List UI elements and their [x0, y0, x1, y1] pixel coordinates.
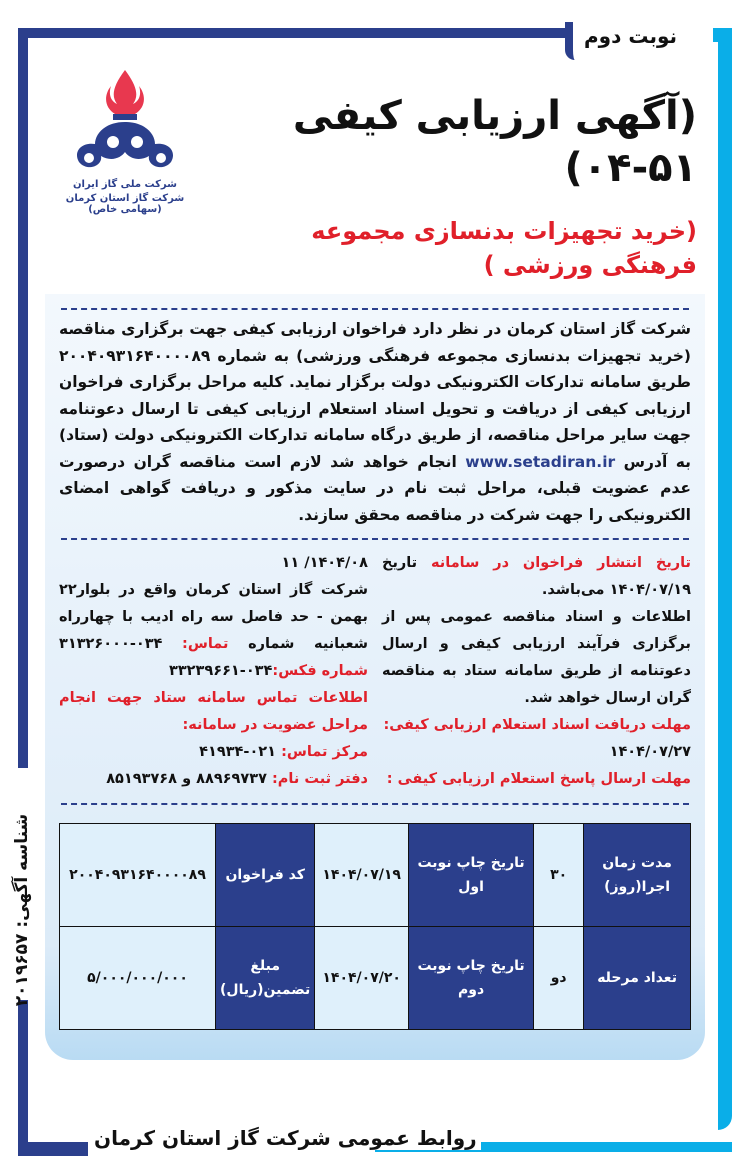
ad-header — [45, 62, 705, 282]
receive-deadline: ۱۴۰۴/۰۷/۲۷ — [609, 744, 691, 760]
call-center: ۰۲۱-۴۱۹۳۴ — [199, 744, 277, 760]
publish-text: تاریخ ۱۴۰۴/۰۷/۱۹ می‌باشد. — [382, 555, 691, 598]
table-label: تعداد مرحله — [584, 927, 691, 1030]
address: شرکت گاز استان کرمان واقع در بلوار۲۲ بهمن - حد فاصل سه راه ادیب با چهارراه شعبانیه شماره — [59, 582, 368, 652]
setad-contact-label: اطلاعات تماس سامانه ستاد جهت انجام مراحل — [59, 690, 368, 733]
setad-link[interactable]: www.setadiran.ir — [465, 452, 616, 471]
footer-area — [0, 1110, 747, 1170]
fax-label: شماره فکس: — [272, 663, 368, 679]
frame-right-bar — [718, 28, 732, 1130]
intro-text: شرکت گاز استان کرمان در نظر دارد فراخوان ارزیابی کیفی جهت برگزاری مناقصه (خرید تجهیزات بدنسازی مجموعه فرهنگی ورزشی) به شماره ۲۰۰۴۰۹۳۱۶۴۰۰۰۰۸۹ طریق سامانه تدارکات الکترونیکی دولت برگزار نماید. کلیه مراحل برگزاری فراخوان ارزیابی کیفی از دریافت و تحویل اسناد استعلام ارزیابی کیفی تا ارسال دعوتنامه جهت سایر مراحل مناقصه، از طریق درگاه سامانه تدارکات الکترونیکی دولت (ستاد) به آدرس — [59, 320, 691, 471]
divider — [61, 308, 689, 310]
table-label: تاریخ چاپ نوبت اول — [409, 824, 534, 927]
divider — [61, 538, 689, 540]
title-block — [205, 62, 705, 282]
registry: ۸۸۹۶۹۷۳۷ و ۸۵۱۹۳۷۶۸ — [106, 771, 267, 787]
ad-subtitle: (خرید تجهیزات بدنسازی مجموعه فرهنگی ورزشی ) — [311, 217, 697, 279]
round-label: نوبت دوم — [584, 24, 678, 48]
intro-paragraph — [59, 316, 691, 528]
table-value: ۲۰۰۴۰۹۳۱۶۴۰۰۰۰۸۹ — [60, 824, 216, 927]
frame-bottom-dark — [18, 1142, 88, 1156]
table-label: مبلغ تضمین(ریال) — [216, 927, 315, 1030]
details-right-column — [382, 550, 691, 793]
table-value: ۳۰ — [534, 824, 584, 927]
divider — [61, 803, 689, 805]
company-logo — [45, 62, 205, 215]
receive-deadline-label: مهلت دریافت اسناد استعلام ارزیابی کیفی: — [383, 717, 691, 733]
ad-body — [45, 0, 705, 1060]
phone: ۰۳۴-۳۱۳۲۶۰۰۰ — [59, 636, 163, 652]
membership-label: عضویت در سامانه: — [182, 717, 317, 733]
registry-label: دفتر ثبت نام: — [272, 771, 368, 787]
table-value: دو — [534, 927, 584, 1030]
contact-label: تماس: — [182, 636, 229, 652]
ad-title: (آگهی ارزیابی کیفی ۵۱-۰۴) — [292, 93, 697, 191]
gas-company-logo-icon — [65, 66, 185, 176]
call-center-label: مرکز تماس: — [281, 744, 368, 760]
publish-label: تاریخ انتشار فراخوان در سامانه — [431, 555, 691, 571]
footer-text: روابط عمومی شرکت گاز استان کرمان — [90, 1126, 481, 1150]
table-label: مدت زمان اجرا(روز) — [584, 824, 691, 927]
table-label: تاریخ چاپ نوبت دوم — [409, 927, 534, 1030]
table-value: ۱۴۰۴/۰۷/۲۰ — [315, 927, 409, 1030]
ad-id-text: شناسه آگهی: ۲۰۱۹۶۵۷ — [12, 813, 32, 1007]
table-row — [60, 927, 691, 1030]
response-deadline-label: مهلت ارسال پاسخ استعلام ارزیابی کیفی : — [386, 771, 691, 787]
content-panel — [45, 294, 705, 1060]
ad-id — [4, 813, 40, 1007]
logo-line-2: شرکت گاز استان کرمان (سهامی خاص) — [65, 193, 185, 215]
response-deadline: ۱۴۰۴/۰۸/ ۱۱ — [281, 555, 368, 571]
tender-info-table — [59, 823, 691, 1030]
frame-left-bar — [18, 28, 28, 768]
details-left-column — [59, 550, 368, 793]
table-value: ۱۴۰۴/۰۷/۱۹ — [315, 824, 409, 927]
table-value: ۵/۰۰۰/۰۰۰/۰۰۰ — [60, 927, 216, 1030]
details-columns — [59, 550, 691, 793]
logo-line-1: شرکت ملی گاز ایران — [73, 179, 177, 190]
info-text: اطلاعات و اسناد مناقصه عمومی پس از برگزاری فرآیند ارزیابی کیفی و ارسال دعوتنامه از طریق سامانه ستاد به مناقصه گران ارسال خواهد شد. — [382, 609, 691, 706]
table-label: کد فراخوان — [216, 824, 315, 927]
table-row — [60, 824, 691, 927]
intro-text-end: انجام خواهد شد لازم است مناقصه گران درصورت عدم عضویت قبلی، مراحل ثبت نام در سایت مذکور و دریافت گواهی امضای الکترونیکی را جهت شرکت در مناقصه محقق سازند. — [59, 452, 691, 524]
fax: ۰۳۴-۳۳۲۳۹۶۶۱ — [168, 663, 273, 679]
